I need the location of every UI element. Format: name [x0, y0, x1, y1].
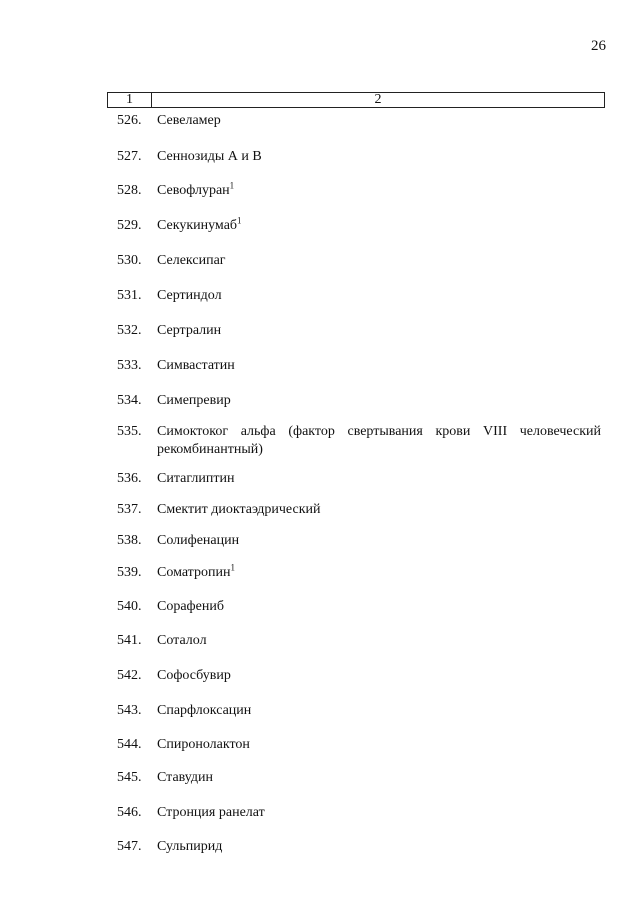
entry-name: Сеннозиды А и В: [157, 149, 262, 164]
entry-name: Симоктоког альфа (фактор свертывания крови VIII человеческий рекомбинантный): [157, 424, 601, 457]
footnote-marker: 1: [229, 180, 235, 191]
entry-number: 544.: [117, 737, 142, 752]
footnote-marker: 1: [230, 562, 235, 573]
entry-name: Симвастатин: [157, 358, 235, 373]
entry-name: Соматропин$^1$: [157, 562, 235, 580]
entry-number: 545.: [117, 770, 142, 785]
entry-number: 529.: [117, 218, 142, 233]
entry-number: 528.: [117, 183, 142, 198]
entry-number: 543.: [117, 703, 142, 718]
entry-name: Севеламер: [157, 113, 221, 128]
entry-number: 532.: [117, 323, 142, 338]
table-header-col2: 2: [374, 92, 382, 107]
entry-name: Симепревир: [157, 393, 231, 408]
entry-number: 526.: [117, 113, 142, 128]
table-header: [107, 92, 605, 108]
entry-name: Секукинумаб$^1$: [157, 215, 242, 233]
entry-name: Спиронолактон: [157, 737, 250, 752]
entry-number: 534.: [117, 393, 142, 408]
entry-number: 527.: [117, 149, 142, 164]
entry-name: Ставудин: [157, 770, 214, 785]
entry-name: Селексипаг: [157, 253, 226, 268]
entry-name: Сульпирид: [157, 839, 223, 854]
entry-name: Сертралин: [157, 323, 222, 338]
entry-number: 546.: [117, 805, 142, 820]
entry-name: Сорафениб: [157, 599, 224, 614]
entry-number: 530.: [117, 253, 142, 268]
entry-name: Сертиндол: [157, 288, 222, 303]
entry-number: 536.: [117, 471, 142, 486]
entry-number: 541.: [117, 633, 142, 648]
entry-number: 538.: [117, 533, 142, 548]
entry-number: 537.: [117, 502, 142, 517]
entry-name: Спарфлоксацин: [157, 703, 252, 718]
entry-name: Смектит диоктаэдрический: [157, 502, 321, 517]
table-header-col1: 1: [108, 93, 152, 107]
entry-number: 542.: [117, 668, 142, 683]
entry-name: Севофлуран$^1$: [157, 180, 235, 198]
entry-number: 540.: [117, 599, 142, 614]
entry-number: 533.: [117, 358, 142, 373]
entry-number: 539.: [117, 565, 142, 580]
entry-name: Ситаглиптин: [157, 471, 235, 486]
page-number: 26: [591, 38, 606, 54]
entry-number: 535.: [117, 424, 142, 439]
entry-number: 547.: [117, 839, 142, 854]
entry-number: 531.: [117, 288, 142, 303]
entry-name: Софосбувир: [157, 668, 231, 683]
entry-name: Солифенацин: [157, 533, 240, 548]
footnote-marker: 1: [237, 215, 242, 226]
entry-name: Соталол: [157, 633, 207, 648]
entry-name: Стронция ранелат: [157, 805, 265, 820]
